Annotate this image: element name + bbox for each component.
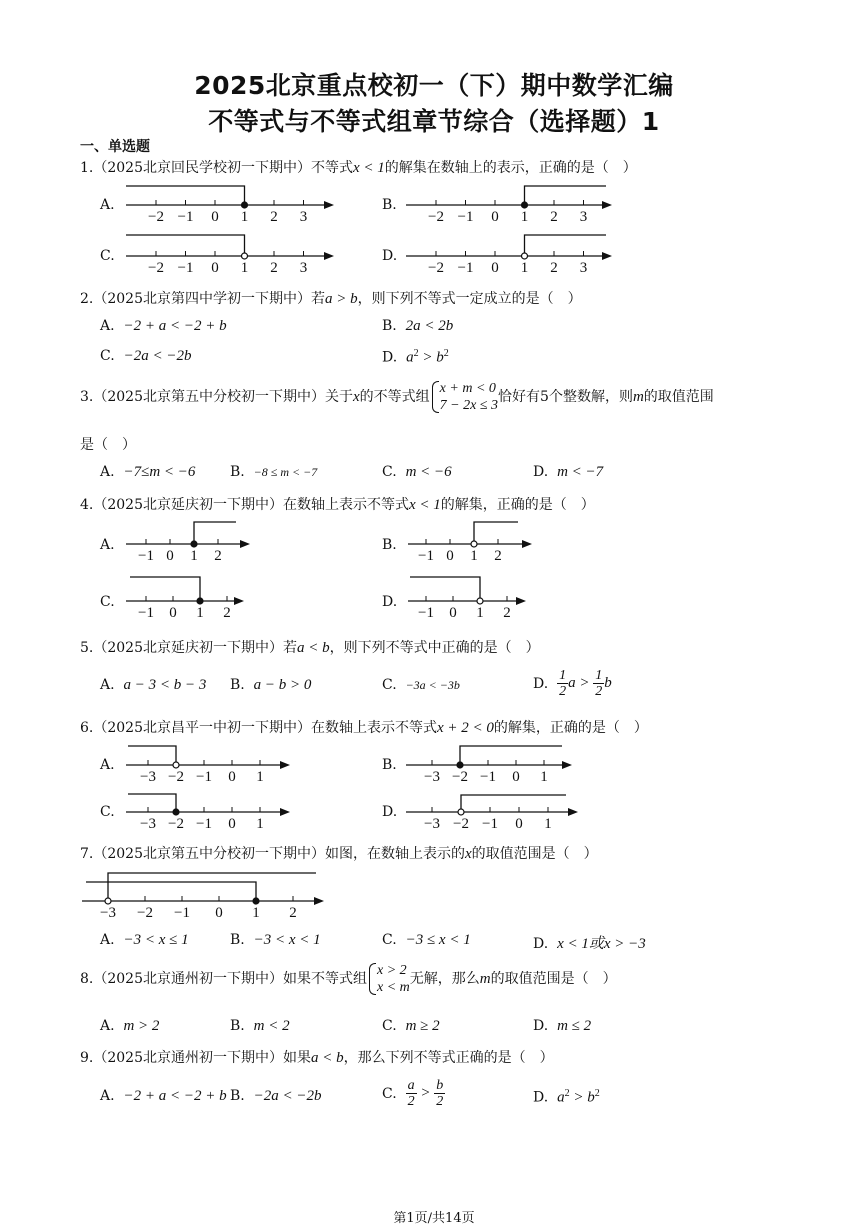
page-subtitle: 不等式与不等式组章节综合（选择题）1 xyxy=(208,107,660,136)
question-9 xyxy=(80,1047,554,1067)
option-label: A. xyxy=(100,1018,115,1034)
number-line-tick-label: −1 xyxy=(457,260,474,276)
option-label: C. xyxy=(382,677,397,693)
superscript: 2 xyxy=(594,1088,600,1099)
option-label-d[interactable]: D. xyxy=(382,594,398,610)
fraction-denominator: 2 xyxy=(407,1094,415,1109)
question-text: 的取值范围 xyxy=(643,389,714,405)
option-b[interactable] xyxy=(230,932,321,949)
option-d[interactable] xyxy=(533,1018,591,1035)
number-line-tick-label: 2 xyxy=(289,905,297,921)
option-label: C. xyxy=(100,348,115,364)
closed-dot xyxy=(191,541,197,547)
fraction-numerator: b xyxy=(436,1078,444,1093)
question-number: 7. xyxy=(80,846,94,862)
question-text: 在数轴上表示不等式 xyxy=(311,720,437,736)
open-dot xyxy=(477,598,483,604)
system-line-1: x > 2 xyxy=(377,963,407,978)
option-expr: a − 3 < b − 3 xyxy=(123,677,207,693)
option-b[interactable] xyxy=(382,318,453,335)
number-line-tick-label: 2 xyxy=(503,605,511,621)
number-line-tick-label: −1 xyxy=(418,605,434,621)
question-6 xyxy=(80,717,648,737)
option-c[interactable] xyxy=(382,1018,440,1035)
question-text: 的不等式组 xyxy=(359,389,430,405)
option-expr: m < −7 xyxy=(557,464,604,480)
option-label-b[interactable]: B. xyxy=(382,537,397,553)
option-label-a[interactable]: A. xyxy=(100,537,115,553)
option-d[interactable] xyxy=(533,1088,600,1107)
number-line-tick-label: −2 xyxy=(137,905,153,921)
solution-bracket xyxy=(410,577,480,601)
fraction-denominator: 2 xyxy=(436,1094,444,1109)
number-line-tick-label: 0 xyxy=(169,605,177,621)
question-text: 的解集，正确的是（ ） xyxy=(493,720,648,736)
number-line-tick-label: −3 xyxy=(140,816,156,832)
number-line-tick-label: 0 xyxy=(228,816,236,832)
option-a[interactable] xyxy=(100,932,189,949)
option-expr: a − b > 0 xyxy=(253,677,312,693)
option-label: D. xyxy=(533,675,549,692)
number-line-arrow xyxy=(280,761,290,769)
option-label: B. xyxy=(230,677,245,693)
question-7 xyxy=(80,843,598,863)
option-label: C. xyxy=(382,932,397,948)
question-text: 如果 xyxy=(283,1050,311,1066)
system-line-2: x < m xyxy=(377,980,410,995)
math-var: m xyxy=(479,971,491,987)
number-line-tick-label: 1 xyxy=(540,769,548,785)
question-number: 2. xyxy=(80,291,94,307)
option-expr: m ≥ 2 xyxy=(405,1018,440,1034)
number-line-tick-label: −2 xyxy=(453,816,469,832)
option-label: B. xyxy=(230,464,245,480)
number-line-arrow xyxy=(280,808,290,816)
option-label: D. xyxy=(533,1018,549,1034)
number-line-tick-label: −1 xyxy=(174,905,190,921)
number-line-arrow xyxy=(562,761,572,769)
question-text: 在数轴上表示不等式 xyxy=(283,497,409,513)
option-label: B. xyxy=(230,1088,245,1104)
option-expr: m < −6 xyxy=(405,464,452,480)
number-line-tick-label: 0 xyxy=(491,260,499,276)
question-4 xyxy=(80,494,595,514)
number-line-tick-label: 0 xyxy=(211,209,219,225)
question-text: 如图，在数轴上表示的 xyxy=(325,846,465,862)
option-label-c[interactable]: C. xyxy=(100,594,115,610)
option-expr: −3 ≤ x < 1 xyxy=(405,932,471,948)
number-line-tick-label: 0 xyxy=(515,816,523,832)
fraction-denominator: 2 xyxy=(559,684,567,699)
option-expr: a > xyxy=(568,675,594,691)
open-dot xyxy=(471,541,477,547)
question-text: 关于 xyxy=(325,389,353,405)
option-label: B. xyxy=(230,932,245,948)
number-line-tick-label: −2 xyxy=(428,260,444,276)
fraction-numerator: 1 xyxy=(595,668,603,683)
option-expr: > xyxy=(416,1085,435,1101)
math-var: x xyxy=(465,846,472,862)
number-line-tick-label: −2 xyxy=(168,816,184,832)
closed-dot xyxy=(197,598,203,604)
question-text: 不等式 xyxy=(311,160,353,176)
number-line-tick-label: 3 xyxy=(579,260,588,276)
inequality-system xyxy=(430,380,498,414)
solution-bracket xyxy=(128,746,176,765)
solution-bracket xyxy=(128,794,176,812)
number-line-tick-label: 1 xyxy=(476,605,484,621)
option-label-a[interactable]: A. xyxy=(100,757,115,773)
question-3-cont: 是（ ） xyxy=(80,437,136,453)
number-line-tick-label: 0 xyxy=(512,769,520,785)
option-a[interactable] xyxy=(100,677,206,694)
number-line-arrow xyxy=(568,808,578,816)
superscript: 2 xyxy=(443,348,449,359)
fraction xyxy=(557,668,568,699)
option-label-d[interactable]: D. xyxy=(382,248,398,264)
question-source: （2025北京第五中分校初一下期中） xyxy=(93,846,325,862)
option-expr: m > 2 xyxy=(123,1018,160,1034)
option-label-a[interactable]: A. xyxy=(100,197,115,213)
number-line-tick-label: −1 xyxy=(177,260,194,276)
number-line-tick-label: −3 xyxy=(100,905,116,921)
option-a[interactable] xyxy=(100,1018,159,1035)
number-line-tick-label: −1 xyxy=(138,548,154,564)
option-label: A. xyxy=(100,318,115,334)
number-line-arrow xyxy=(516,597,526,605)
number-line-arrow xyxy=(602,201,612,209)
fraction-numerator: a xyxy=(407,1078,415,1093)
option-expr: m < 2 xyxy=(253,1018,290,1034)
solution-bracket xyxy=(130,577,200,601)
number-line-tick-label: −2 xyxy=(168,769,184,785)
number-line-arrow xyxy=(522,540,532,548)
option-label-b[interactable]: B. xyxy=(382,197,397,213)
superscript: 2 xyxy=(413,348,419,359)
question-number: 9. xyxy=(80,1050,94,1066)
number-line-tick-label: 2 xyxy=(214,548,222,564)
option-expr: −2a < −2b xyxy=(123,348,192,364)
fraction xyxy=(406,1078,417,1109)
number-line-tick-label: 0 xyxy=(166,548,174,564)
question-5 xyxy=(80,637,540,657)
system-line-2: 7 − 2x ≤ 3 xyxy=(439,398,499,413)
option-label-b[interactable]: B. xyxy=(382,757,397,773)
number-line-tick-label: −2 xyxy=(148,260,164,276)
question-text: 无解，那么 xyxy=(409,971,480,987)
option-label-c[interactable]: C. xyxy=(100,248,115,264)
question-text: 如果不等式组 xyxy=(283,971,367,987)
number-line-tick-label: 1 xyxy=(190,548,198,564)
question-text: 若 xyxy=(311,291,325,307)
number-line-tick-label: 0 xyxy=(215,905,223,921)
option-label: A. xyxy=(100,464,115,480)
number-line-tick-label: 1 xyxy=(240,260,249,276)
option-expr: −3a < −3b xyxy=(405,678,460,692)
number-line-tick-label: 0 xyxy=(228,769,236,785)
option-expr: −8 ≤ m < −7 xyxy=(253,465,318,479)
closed-dot xyxy=(457,762,463,768)
option-expr: −2 + a < −2 + b xyxy=(123,1088,227,1104)
closed-dot xyxy=(522,202,528,208)
question-text: 的取值范围是（ ） xyxy=(490,971,617,987)
option-c[interactable] xyxy=(382,677,460,693)
number-line-tick-label: −1 xyxy=(480,769,496,785)
option-expr: x < 1或x > −3 xyxy=(557,936,646,952)
option-expr: 2a < 2b xyxy=(405,318,454,334)
question-text: ，则下列不等式一定成立的是（ ） xyxy=(357,291,582,307)
option-label: B. xyxy=(230,1018,245,1034)
option-expr: −3 < x ≤ 1 xyxy=(123,932,189,948)
option-expr: > b xyxy=(569,1089,595,1106)
number-line-tick-label: 1 xyxy=(256,816,264,832)
option-expr: m ≤ 2 xyxy=(557,1018,592,1034)
option-c[interactable] xyxy=(382,932,471,949)
math-expr: a > b xyxy=(325,291,358,307)
option-expr: −7≤m < −6 xyxy=(123,464,196,480)
open-dot xyxy=(173,762,179,768)
question-text: 恰好有5个整数解，则 xyxy=(498,389,633,405)
number-line-tick-label: 2 xyxy=(550,209,558,225)
superscript: 2 xyxy=(564,1088,570,1099)
solution-bracket xyxy=(460,746,562,765)
page-footer: 第1页/共14页 xyxy=(393,1211,475,1226)
closed-dot xyxy=(242,202,248,208)
inequality-system xyxy=(367,962,410,996)
option-a[interactable] xyxy=(100,1088,227,1105)
question-source: （2025北京回民学校初一下期中） xyxy=(93,160,311,176)
math-var: x xyxy=(353,389,360,405)
option-label: D. xyxy=(533,1089,549,1106)
math-expr: a < b xyxy=(311,1050,344,1066)
number-line-tick-label: −2 xyxy=(428,209,444,225)
solution-bracket xyxy=(474,522,518,544)
option-d[interactable] xyxy=(533,668,612,699)
option-expr: a xyxy=(406,349,414,366)
fraction-numerator: 1 xyxy=(559,668,567,683)
number-line-tick-label: 0 xyxy=(446,548,454,564)
question-number: 1. xyxy=(80,160,94,176)
option-label-d[interactable]: D. xyxy=(382,804,398,820)
system-line-1: x + m < 0 xyxy=(439,381,496,396)
option-label: A. xyxy=(100,932,115,948)
number-line-tick-label: 2 xyxy=(494,548,502,564)
option-expr: b xyxy=(604,675,612,691)
option-label: A. xyxy=(100,1088,115,1104)
number-line-tick-label: 1 xyxy=(520,209,529,225)
option-a[interactable] xyxy=(100,464,195,481)
option-d[interactable] xyxy=(533,464,603,481)
solution-bracket xyxy=(86,882,256,901)
question-number: 3. xyxy=(80,389,94,405)
option-expr: a xyxy=(557,1089,565,1106)
number-line-tick-label: 1 xyxy=(240,209,249,225)
number-line-tick-label: 2 xyxy=(270,260,278,276)
fraction xyxy=(434,1078,445,1109)
number-line-tick-label: −3 xyxy=(140,769,156,785)
fraction xyxy=(593,668,604,699)
question-3 xyxy=(80,380,714,414)
question-8 xyxy=(80,962,617,996)
number-line-tick-label: −3 xyxy=(424,816,440,832)
fraction-denominator: 2 xyxy=(595,684,603,699)
number-line-arrow xyxy=(324,201,334,209)
option-label: B. xyxy=(382,318,397,334)
question-2 xyxy=(80,288,582,308)
number-line-arrow xyxy=(602,252,612,260)
option-label: C. xyxy=(382,1018,397,1034)
option-label: C. xyxy=(382,1085,397,1102)
option-expr: > b xyxy=(418,349,444,366)
question-text: 的解集，正确的是（ ） xyxy=(440,497,595,513)
number-line-arrow xyxy=(240,540,250,548)
solution-bracket xyxy=(194,522,236,544)
option-expr: −2 + a < −2 + b xyxy=(123,318,227,334)
number-line-tick-label: 2 xyxy=(223,605,231,621)
option-c[interactable] xyxy=(382,1078,445,1109)
question-number: 4. xyxy=(80,497,94,513)
option-a[interactable] xyxy=(100,318,227,335)
solution-bracket xyxy=(525,186,607,205)
number-line-tick-label: −1 xyxy=(482,816,498,832)
open-dot xyxy=(522,253,528,259)
question-source: （2025北京通州初一下期中） xyxy=(93,1050,283,1066)
math-var: m xyxy=(632,389,644,405)
number-line-tick-label: −1 xyxy=(138,605,154,621)
number-line-tick-label: 3 xyxy=(299,209,308,225)
option-label: A. xyxy=(100,677,115,693)
option-label: C. xyxy=(382,464,397,480)
question-source: （2025北京第五中分校初一下期中） xyxy=(93,389,325,405)
page-title: 2025北京重点校初一（下）期中数学汇编 xyxy=(194,71,674,100)
number-line-tick-label: −1 xyxy=(177,209,194,225)
open-dot xyxy=(242,253,248,259)
question-source: （2025北京昌平一中初一下期中） xyxy=(93,720,311,736)
option-label-c[interactable]: C. xyxy=(100,804,115,820)
solution-bracket xyxy=(525,235,607,256)
number-line-tick-label: 2 xyxy=(550,260,558,276)
option-d[interactable] xyxy=(533,932,646,953)
math-expr: x < 1 xyxy=(409,497,441,513)
number-line-tick-label: 1 xyxy=(544,816,552,832)
number-line-tick-label: 1 xyxy=(520,260,529,276)
number-line-tick-label: −1 xyxy=(457,209,474,225)
question-number: 8. xyxy=(80,971,94,987)
number-line-tick-label: 2 xyxy=(270,209,278,225)
number-line-tick-label: −2 xyxy=(452,769,468,785)
open-dot xyxy=(105,898,111,904)
closed-dot xyxy=(173,809,179,815)
option-expr: −3 < x < 1 xyxy=(253,932,321,948)
number-line-tick-label: −1 xyxy=(196,816,212,832)
number-line-tick-label: −3 xyxy=(424,769,440,785)
closed-dot xyxy=(253,898,259,904)
question-text: 的取值范围是（ ） xyxy=(471,846,598,862)
number-line-tick-label: 1 xyxy=(256,769,264,785)
option-c[interactable] xyxy=(100,348,191,365)
number-line-arrow xyxy=(314,897,324,905)
question-source: （2025北京延庆初一下期中） xyxy=(93,640,283,656)
question-number: 5. xyxy=(80,640,94,656)
section-heading: 一、单选题 xyxy=(80,139,150,155)
option-b[interactable] xyxy=(230,464,317,480)
number-line-tick-label: 1 xyxy=(196,605,204,621)
option-b[interactable] xyxy=(230,1018,290,1035)
number-line-tick-label: 0 xyxy=(491,209,499,225)
number-line-tick-label: −1 xyxy=(196,769,212,785)
number-line-tick-label: 3 xyxy=(299,260,308,276)
question-text: ，那么下列不等式正确的是（ ） xyxy=(343,1050,554,1066)
option-label: D. xyxy=(533,936,549,952)
option-b[interactable] xyxy=(230,677,311,694)
math-expr: a < b xyxy=(297,640,330,656)
option-label: D. xyxy=(382,349,398,366)
question-text: ，则下列不等式中正确的是（ ） xyxy=(329,640,540,656)
math-expr: x + 2 < 0 xyxy=(437,720,494,736)
number-line-tick-label: 1 xyxy=(470,548,478,564)
number-line-tick-label: 0 xyxy=(449,605,457,621)
question-number: 6. xyxy=(80,720,94,736)
number-line-tick-label: 0 xyxy=(211,260,219,276)
option-d[interactable] xyxy=(382,348,449,367)
option-expr: −2a < −2b xyxy=(253,1088,322,1104)
number-line-tick-label: −2 xyxy=(148,209,164,225)
solution-bracket xyxy=(108,873,316,901)
number-line-tick-label: −1 xyxy=(418,548,434,564)
number-line-tick-label: 3 xyxy=(579,209,588,225)
question-text: 的解集在数轴上的表示，正确的是（ ） xyxy=(384,160,637,176)
question-source: （2025北京第四中学初一下期中） xyxy=(93,291,311,307)
option-c[interactable] xyxy=(382,464,452,481)
open-dot xyxy=(458,809,464,815)
solution-bracket xyxy=(461,795,566,812)
option-b[interactable] xyxy=(230,1088,322,1105)
math-expr: x < 1 xyxy=(353,160,385,176)
question-text: 若 xyxy=(283,640,297,656)
question-source: （2025北京通州初一下期中） xyxy=(93,971,283,987)
number-line-arrow xyxy=(324,252,334,260)
number-line-arrow xyxy=(234,597,244,605)
option-label: D. xyxy=(533,464,549,480)
question-source: （2025北京延庆初一下期中） xyxy=(93,497,283,513)
number-line-tick-label: 1 xyxy=(252,905,260,921)
